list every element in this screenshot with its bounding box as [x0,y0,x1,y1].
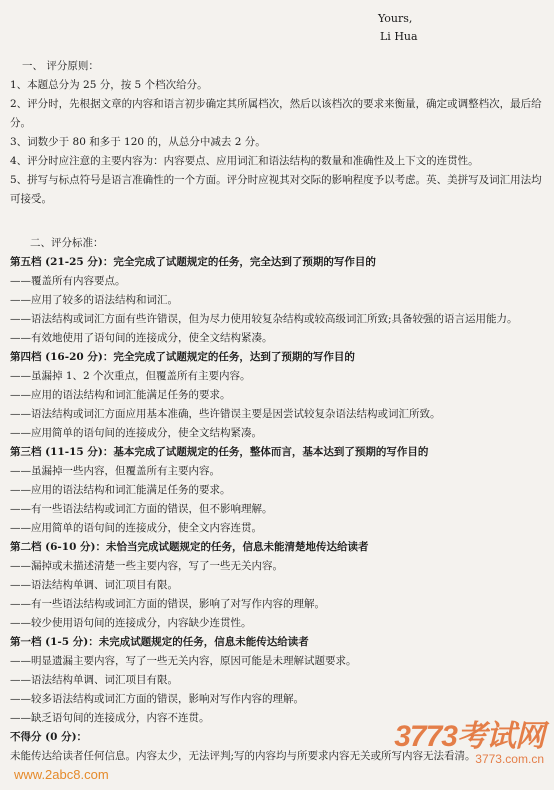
level-2-item: ——漏掉或未描述清楚一些主要内容，写了一些无关内容。 [10,560,283,572]
level-5-item: ——有效地使用了语句间的连接成分，使全文结构紧凑。 [10,332,273,344]
level-3-item: ——有一些语法结构或词汇方面的错误，但不影响理解。 [10,503,273,515]
level-2-item: ——有一些语法结构或词汇方面的错误，影响了对写作内容的理解。 [10,598,325,610]
watermark-url: 3773.com.cn [475,752,544,766]
level-1-item: ——较多语法结构或词汇方面的错误，影响对写作内容的理解。 [10,693,304,705]
section1-items [10,76,544,209]
signature [378,10,418,46]
section2-title: 二、评分标准： [30,237,104,249]
level-3-item: ——虽漏掉一些内容，但覆盖所有主要内容。 [10,465,220,477]
rule-2: 2、评分时，先根据文章的内容和语言初步确定其所属档次，然后以该档次的要求来衡量，确定或调整档次，最后给分。 [10,98,542,129]
signature-name: Li Hua [380,30,418,43]
level-5-item: ——语法结构或词汇方面有些许错误，但为尽力使用较复杂结构或较高级词汇所致;具备较强的语言运用能力。 [10,313,518,325]
watermark-logo: 3773考试网 [394,720,544,753]
level-0-heading: 不得分 (0 分)： [10,731,88,743]
level-5-item: ——覆盖所有内容要点。 [10,275,126,287]
level-2-item: ——语法结构单调、词汇项目有限。 [10,579,178,591]
level-0-text: 未能传达给读者任何信息。内容太少，无法评判;写的内容均与所要求内容无关或所写内容无法看清。 [10,750,476,762]
level-5-item: ——应用了较多的语法结构和词汇。 [10,294,178,306]
signature-closing: Yours, [378,12,413,25]
level-1-item: ——缺乏语句间的连接成分，内容不连贯。 [10,712,210,724]
rule-4: 4、评分时应注意的主要内容为：内容要点、应用词汇和语法结构的数量和准确性及上下文的连贯性。 [10,155,479,167]
level-4-item: ——应用的语法结构和词汇能满足任务的要求。 [10,389,231,401]
section1-title: 一、 评分原则： [22,60,99,72]
level-3-heading: 第三档 (11-15 分)：基本完成了试题规定的任务，整体而言，基本达到了预期的写作目的 [10,446,429,458]
level-4-item: ——应用简单的语句间的连接成分，使全文结构紧凑。 [10,427,262,439]
level-3-item: ——应用的语法结构和词汇能满足任务的要求。 [10,484,231,496]
rule-5: 5、拼写与标点符号是语言准确性的一个方面。评分时应视其对交际的影响程度予以考虑。英、美拼写及词汇用法均可接受。 [10,174,542,205]
level-1-item: ——明显遗漏主要内容，写了一些无关内容，原因可能是未理解试题要求。 [10,655,357,667]
level-1-heading: 第一档 (1-5 分)：未完成试题规定的任务，信息未能传达给读者 [10,636,309,648]
rule-1: 1、本题总分为 25 分，按 5 个档次给分。 [10,79,208,91]
level-4-item: ——语法结构或词汇方面应用基本准确，些许错误主要是因尝试较复杂语法结构或词汇所致。 [10,408,441,420]
rule-3: 3、词数少于 80 和多于 120 的，从总分中减去 2 分。 [10,136,266,148]
level-5-heading: 第五档 (21-25 分)：完全完成了试题规定的任务，完全达到了预期的写作目的 [10,256,376,268]
watermark-left: www.2abc8.com [14,767,109,782]
section2-levels [10,253,544,766]
level-4-item: ——虽漏掉 1、2 个次重点，但覆盖所有主要内容。 [10,370,251,382]
watermark-right [394,722,544,766]
level-2-heading: 第二档 (6-10 分)：未恰当完成试题规定的任务，信息未能清楚地传达给读者 [10,541,369,553]
level-2-item: ——较少使用语句间的连接成分，内容缺少连贯性。 [10,617,252,629]
level-4-heading: 第四档 (16-20 分)：完全完成了试题规定的任务，达到了预期的写作目的 [10,351,355,363]
level-1-item: ——语法结构单调、词汇项目有限。 [10,674,178,686]
level-3-item: ——应用简单的语句间的连接成分，使全文内容连贯。 [10,522,262,534]
